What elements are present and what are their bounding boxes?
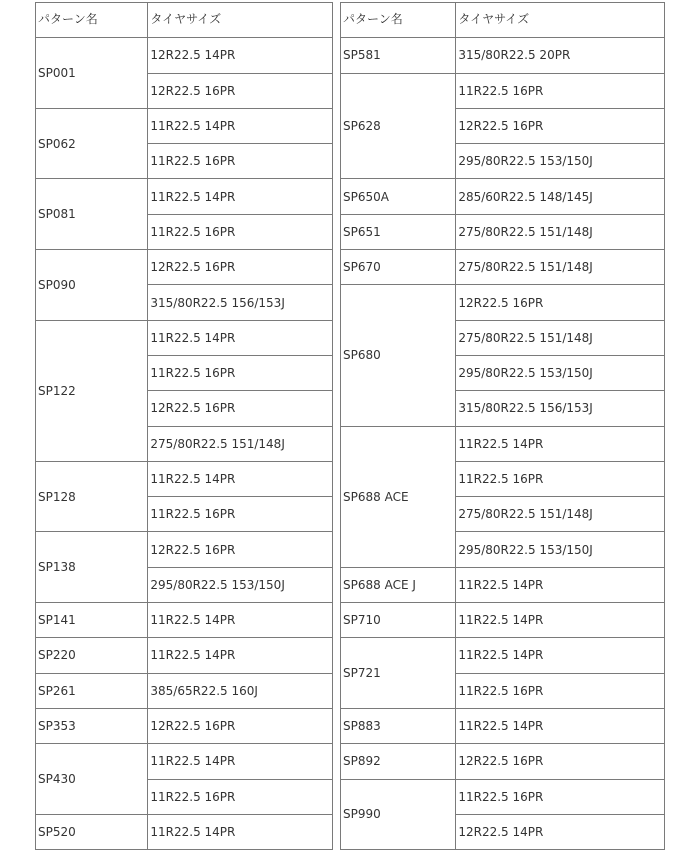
tire-size-cell: 12R22.5 16PR — [148, 73, 333, 108]
pattern-name-cell: SP081 — [36, 179, 148, 250]
tire-size-cell: 11R22.5 14PR — [148, 638, 333, 673]
table-row — [36, 38, 333, 73]
tire-size-cell: 12R22.5 14PR — [456, 814, 665, 849]
table-row — [341, 426, 665, 461]
tire-size-cell: 11R22.5 14PR — [148, 179, 333, 214]
tire-size-cell: 12R22.5 16PR — [456, 744, 665, 779]
tire-size-cell: 11R22.5 16PR — [456, 73, 665, 108]
table-row — [36, 461, 333, 496]
table-row — [36, 638, 333, 673]
tire-size-cell: 11R22.5 16PR — [456, 673, 665, 708]
tire-size-cell: 275/80R22.5 151/148J — [456, 497, 665, 532]
tire-size-cell: 11R22.5 14PR — [456, 638, 665, 673]
table-row — [341, 285, 665, 320]
table-row — [341, 73, 665, 108]
table-row — [341, 38, 665, 73]
tire-size-cell: 12R22.5 16PR — [456, 285, 665, 320]
tire-size-cell: 295/80R22.5 153/150J — [456, 144, 665, 179]
tire-size-cell: 12R22.5 16PR — [148, 532, 333, 567]
pattern-name-header: パターン名 — [341, 3, 456, 38]
tire-size-cell: 295/80R22.5 153/150J — [456, 355, 665, 390]
table-row — [36, 708, 333, 743]
tire-size-cell: 11R22.5 14PR — [148, 320, 333, 355]
pattern-name-cell: SP062 — [36, 108, 148, 179]
pattern-name-cell: SP520 — [36, 814, 148, 849]
table-row — [36, 603, 333, 638]
pattern-name-cell: SP990 — [341, 779, 456, 850]
table-row — [341, 603, 665, 638]
pattern-name-cell: SP650A — [341, 179, 456, 214]
tire-size-cell: 275/80R22.5 151/148J — [456, 320, 665, 355]
table-row — [341, 708, 665, 743]
pattern-name-cell: SP141 — [36, 603, 148, 638]
tire-size-cell: 11R22.5 16PR — [148, 214, 333, 249]
tire-size-cell: 295/80R22.5 153/150J — [148, 567, 333, 602]
tire-size-cell: 11R22.5 14PR — [456, 426, 665, 461]
table-row — [36, 108, 333, 143]
table-row — [341, 779, 665, 814]
pattern-name-header: パターン名 — [36, 3, 148, 38]
pattern-name-cell: SP688 ACE — [341, 426, 456, 567]
pattern-name-cell: SP721 — [341, 638, 456, 709]
tire-size-cell: 12R22.5 16PR — [456, 108, 665, 143]
tire-table-right — [340, 2, 665, 850]
header-row — [341, 3, 665, 38]
table-body — [36, 38, 333, 850]
table-row — [36, 744, 333, 779]
pattern-name-cell: SP710 — [341, 603, 456, 638]
header-row — [36, 3, 333, 38]
tire-size-cell: 275/80R22.5 151/148J — [456, 250, 665, 285]
pattern-name-cell: SP581 — [341, 38, 456, 73]
tire-size-cell: 12R22.5 16PR — [148, 250, 333, 285]
pattern-name-cell: SP628 — [341, 73, 456, 179]
tire-size-cell: 275/80R22.5 151/148J — [456, 214, 665, 249]
table-row — [341, 744, 665, 779]
table-row — [341, 638, 665, 673]
tire-size-cell: 12R22.5 16PR — [148, 708, 333, 743]
tire-size-cell: 11R22.5 14PR — [148, 108, 333, 143]
pattern-name-cell: SP001 — [36, 38, 148, 109]
pattern-name-cell: SP883 — [341, 708, 456, 743]
tire-size-cell: 11R22.5 16PR — [456, 779, 665, 814]
table-row — [341, 214, 665, 249]
tire-size-cell: 11R22.5 14PR — [456, 567, 665, 602]
tire-size-header: タイヤサイズ — [148, 3, 333, 38]
table-row — [341, 567, 665, 602]
tire-size-cell: 11R22.5 16PR — [148, 497, 333, 532]
tire-size-cell: 11R22.5 14PR — [148, 814, 333, 849]
pattern-name-cell: SP892 — [341, 744, 456, 779]
table-row — [36, 814, 333, 849]
pattern-name-cell: SP090 — [36, 250, 148, 321]
pattern-name-cell: SP670 — [341, 250, 456, 285]
table-row — [36, 179, 333, 214]
pattern-name-cell: SP680 — [341, 285, 456, 426]
table-body — [341, 38, 665, 850]
tire-size-cell: 11R22.5 14PR — [456, 603, 665, 638]
tire-size-cell: 11R22.5 14PR — [148, 461, 333, 496]
table-row — [36, 532, 333, 567]
tire-size-cell: 11R22.5 14PR — [148, 603, 333, 638]
tire-size-cell: 385/65R22.5 160J — [148, 673, 333, 708]
tire-size-cell: 11R22.5 14PR — [456, 708, 665, 743]
table-row — [36, 673, 333, 708]
tire-size-cell: 315/80R22.5 156/153J — [148, 285, 333, 320]
table-row — [36, 320, 333, 355]
pattern-name-cell: SP353 — [36, 708, 148, 743]
tire-size-cell: 285/60R22.5 148/145J — [456, 179, 665, 214]
tire-size-cell: 12R22.5 16PR — [148, 391, 333, 426]
tire-size-cell: 11R22.5 14PR — [148, 744, 333, 779]
tire-size-cell: 11R22.5 16PR — [148, 355, 333, 390]
pattern-name-cell: SP430 — [36, 744, 148, 815]
table-row — [36, 250, 333, 285]
tire-size-cell: 11R22.5 16PR — [148, 144, 333, 179]
tire-size-cell: 275/80R22.5 151/148J — [148, 426, 333, 461]
pattern-name-cell: SP138 — [36, 532, 148, 603]
tire-table-left — [35, 2, 333, 850]
tire-size-cell: 315/80R22.5 156/153J — [456, 391, 665, 426]
tire-size-cell: 11R22.5 16PR — [148, 779, 333, 814]
pattern-name-cell: SP651 — [341, 214, 456, 249]
pattern-name-cell: SP220 — [36, 638, 148, 673]
table-row — [341, 179, 665, 214]
table-row — [341, 250, 665, 285]
tire-size-header: タイヤサイズ — [456, 3, 665, 38]
tire-size-cell: 11R22.5 16PR — [456, 461, 665, 496]
tire-size-cell: 295/80R22.5 153/150J — [456, 532, 665, 567]
pattern-name-cell: SP261 — [36, 673, 148, 708]
pattern-name-cell: SP122 — [36, 320, 148, 461]
pattern-name-cell: SP128 — [36, 461, 148, 532]
tire-size-cell: 315/80R22.5 20PR — [456, 38, 665, 73]
pattern-name-cell: SP688 ACE J — [341, 567, 456, 602]
tire-size-cell: 12R22.5 14PR — [148, 38, 333, 73]
